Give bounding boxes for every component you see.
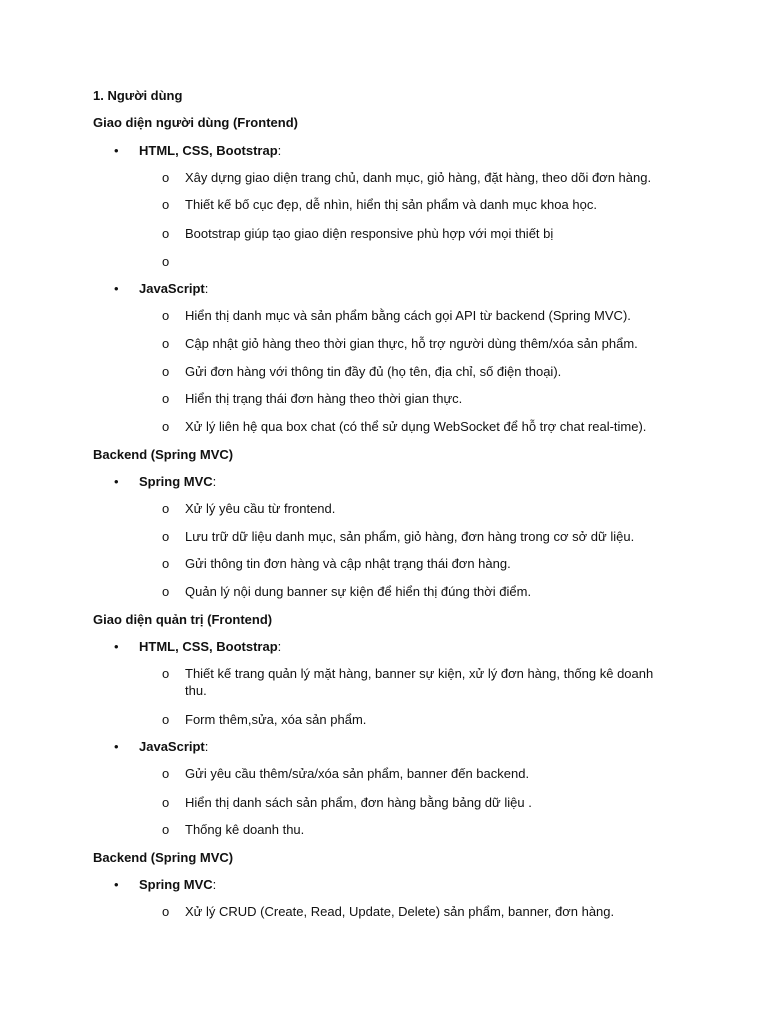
bullet-icon: • — [114, 739, 119, 754]
list-item: Thiết kế bố cục đẹp, dễ nhìn, hiển thị sản phẩm và danh mục khoa học. — [185, 197, 597, 212]
bullet-icon: • — [114, 143, 119, 158]
section-title: 1. Người dùng — [93, 88, 183, 103]
sub-bullet-icon: o — [162, 226, 170, 241]
list-item: Xử lý yêu cầu từ frontend. — [185, 501, 336, 516]
list-item-label: JavaScript: — [139, 739, 209, 754]
section-heading: Backend (Spring MVC) — [93, 850, 234, 865]
sub-bullet-icon: o — [162, 501, 170, 516]
list-item-label: Spring MVC: — [139, 474, 217, 489]
list-item: Gửi thông tin đơn hàng và cập nhật trạng thái đơn hàng. — [185, 556, 511, 571]
bullet-icon: • — [114, 281, 119, 296]
sub-bullet-icon: o — [162, 712, 170, 727]
list-item: Quản lý nội dung banner sự kiện để hiển thị đúng thời điểm. — [185, 584, 532, 599]
list-item-label: HTML, CSS, Bootstrap: — [139, 639, 282, 654]
bullet-icon: • — [114, 639, 119, 654]
list-item-label: Spring MVC: — [139, 877, 217, 892]
list-item: Form thêm,sửa, xóa sản phẩm. — [185, 712, 367, 727]
sub-bullet-icon: o — [162, 666, 170, 681]
sub-bullet-icon: o — [162, 336, 170, 351]
sub-bullet-icon: o — [162, 364, 170, 379]
list-item: Bootstrap giúp tạo giao diện responsive phù hợp với mọi thiết bị — [185, 226, 554, 241]
sub-bullet-icon: o — [162, 254, 170, 269]
item-label: JavaScript — [139, 281, 205, 296]
list-item: Hiển thị trạng thái đơn hàng theo thời gian thực. — [185, 391, 463, 406]
sub-bullet-icon: o — [162, 766, 170, 781]
list-item: Xây dựng giao diện trang chủ, danh mục, giỏ hàng, đặt hàng, theo dõi đơn hàng. — [185, 170, 652, 185]
sub-bullet-icon: o — [162, 904, 170, 919]
section-heading: Giao diện người dùng (Frontend) — [93, 115, 298, 130]
list-item: Lưu trữ dữ liệu danh mục, sản phẩm, giỏ hàng, đơn hàng trong cơ sở dữ liệu. — [185, 529, 635, 544]
item-label: Spring MVC — [139, 474, 213, 489]
section-heading: Backend (Spring MVC) — [93, 447, 234, 462]
sub-bullet-icon: o — [162, 308, 170, 323]
list-item: Hiển thị danh mục và sản phẩm bằng cách gọi API từ backend (Spring MVC). — [185, 308, 631, 323]
list-item: Gửi đơn hàng với thông tin đầy đủ (họ tên, địa chỉ, số điện thoại). — [185, 364, 562, 379]
list-item: Hiển thị danh sách sản phẩm, đơn hàng bằng bảng dữ liệu . — [185, 795, 532, 810]
sub-bullet-icon: o — [162, 556, 170, 571]
sub-bullet-icon: o — [162, 170, 170, 185]
item-label: JavaScript — [139, 739, 205, 754]
list-item: Thống kê doanh thu. — [185, 822, 305, 837]
sub-bullet-icon: o — [162, 419, 170, 434]
item-label: HTML, CSS, Bootstrap — [139, 639, 278, 654]
section-heading: Giao diện quản trị (Frontend) — [93, 612, 273, 627]
list-item-label: JavaScript: — [139, 281, 209, 296]
sub-bullet-icon: o — [162, 584, 170, 599]
sub-bullet-icon: o — [162, 197, 170, 212]
bullet-icon: • — [114, 474, 119, 489]
item-label: HTML, CSS, Bootstrap — [139, 143, 278, 158]
item-label: Spring MVC — [139, 877, 213, 892]
list-item: Thiết kế trang quản lý mặt hàng, banner sự kiện, xử lý đơn hàng, thống kê doanh thu. — [185, 666, 654, 698]
sub-bullet-icon: o — [162, 822, 170, 837]
list-item: Cập nhật giỏ hàng theo thời gian thực, hỗ trợ người dùng thêm/xóa sản phẩm. — [185, 336, 638, 351]
bullet-icon: • — [114, 877, 119, 892]
list-item: Gửi yêu cầu thêm/sửa/xóa sản phẩm, banner đến backend. — [185, 766, 530, 781]
list-item: Xử lý liên hệ qua box chat (có thể sử dụng WebSocket để hỗ trợ chat real-time). — [185, 419, 647, 434]
sub-bullet-icon: o — [162, 529, 170, 544]
sub-bullet-icon: o — [162, 795, 170, 810]
list-item: Xử lý CRUD (Create, Read, Update, Delete) sản phẩm, banner, đơn hàng. — [185, 904, 615, 919]
sub-bullet-icon: o — [162, 391, 170, 406]
list-item-label: HTML, CSS, Bootstrap: — [139, 143, 282, 158]
